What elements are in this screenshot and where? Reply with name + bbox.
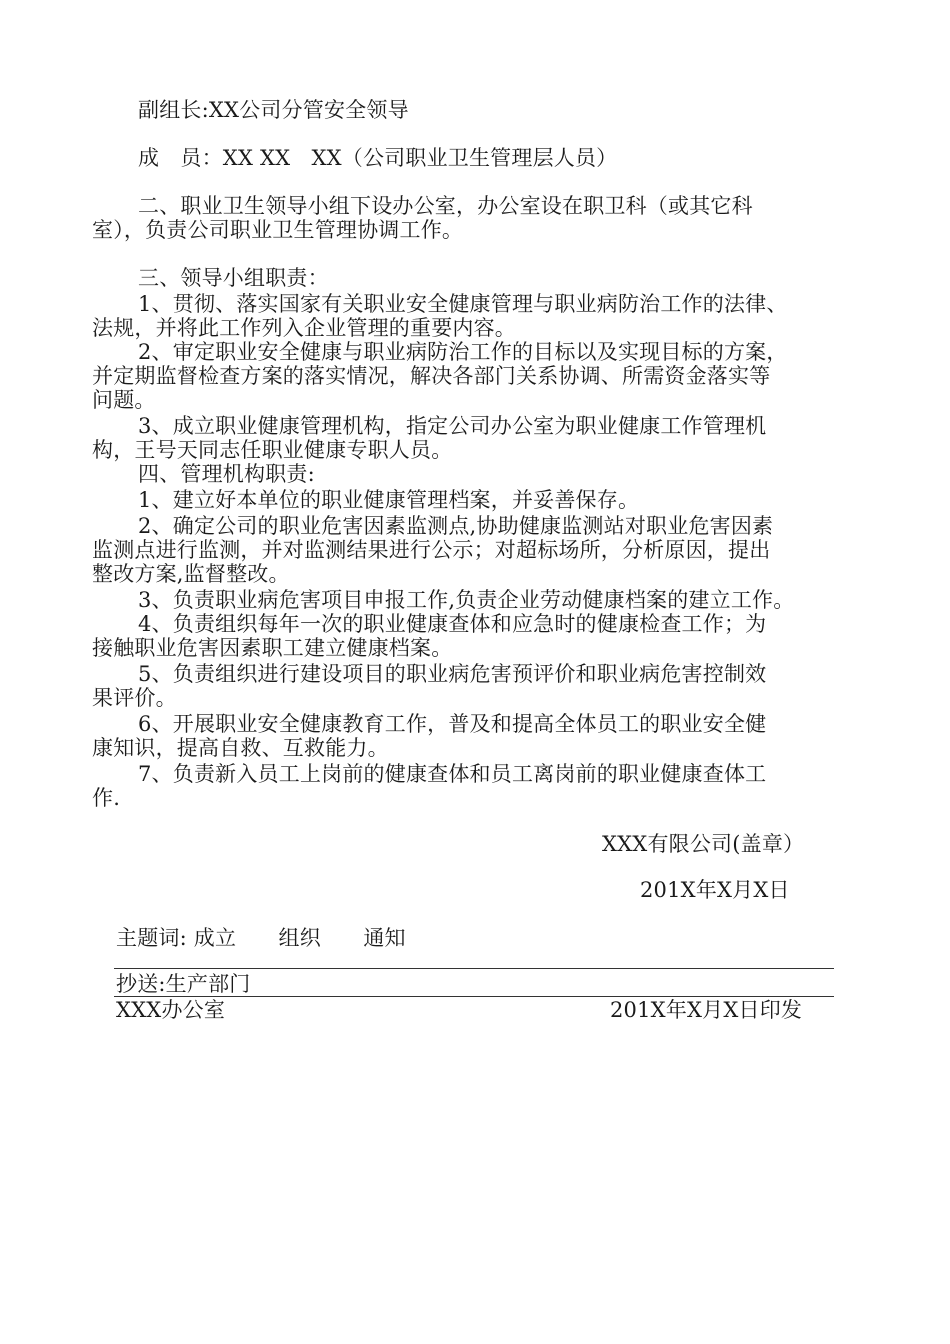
signature-company: XXX有限公司(盖章） [602, 832, 805, 856]
paragraph-line: 室），负责公司职业卫生管理协调工作。 [92, 218, 464, 242]
footer-divider-top [114, 968, 834, 969]
vice-leader-line: 副组长:XX公司分管安全领导 [138, 98, 409, 122]
members-line: 成 员：XX XX XX（公司职业卫生管理层人员） [138, 146, 618, 170]
paragraph-line: 2、确定公司的职业危害因素监测点,协助健康监测站对职业危害因素 [138, 514, 774, 538]
keywords-line: 主题词: 成立 组织 通知 [116, 926, 406, 950]
paragraph-line: 1、建立好本单位的职业健康管理档案，并妥善保存。 [138, 488, 640, 512]
cc-line: 抄送:生产部门 [116, 972, 251, 996]
paragraph-line: 接触职业危害因素职工建立健康档案。 [92, 636, 453, 660]
section-heading: 三、领导小组职责： [138, 266, 329, 290]
paragraph-line: 并定期监督检查方案的落实情况，解决各部门关系协调、所需资金落实等 [92, 364, 771, 388]
paragraph-line: 1、贯彻、落实国家有关职业安全健康管理与职业病防治工作的法律、 [138, 292, 788, 316]
issue-date: 201X年X月X日印发 [610, 998, 803, 1022]
issuer-office: XXX办公室 [116, 998, 226, 1022]
section-heading: 四、管理机构职责: [138, 462, 315, 486]
paragraph-line: 法规，并将此工作列入企业管理的重要内容。 [92, 316, 516, 340]
paragraph-line: 3、成立职业健康管理机构，指定公司办公室为职业健康工作管理机 [138, 414, 767, 438]
paragraph-line: 监测点进行监测，并对监测结果进行公示；对超标场所，分析原因，提出 [92, 538, 771, 562]
paragraph-line: 作. [92, 786, 121, 810]
paragraph-line: 果评价。 [92, 686, 177, 710]
paragraph-line: 3、负责职业病危害项目申报工作,负责企业劳动健康档案的建立工作。 [138, 588, 795, 612]
paragraph-line: 6、开展职业安全健康教育工作，普及和提高全体员工的职业安全健 [138, 712, 767, 736]
signature-date: 201X年X月X日 [640, 878, 790, 902]
paragraph-line: 5、负责组织进行建设项目的职业病危害预评价和职业病危害控制效 [138, 662, 767, 686]
paragraph-line: 问题。 [92, 388, 156, 412]
paragraph-line: 整改方案,监督整改。 [92, 562, 290, 586]
paragraph-line: 7、负责新入员工上岗前的健康查体和员工离岗前的职业健康查体工 [138, 762, 767, 786]
paragraph-line: 4、负责组织每年一次的职业健康查体和应急时的健康检查工作；为 [138, 612, 767, 636]
paragraph-line: 二、职业卫生领导小组下设办公室，办公室设在职卫科（或其它科 [138, 194, 753, 218]
paragraph-line: 2、审定职业安全健康与职业病防治工作的目标以及实现目标的方案， [138, 340, 788, 364]
paragraph-line: 构，王号天同志任职业健康专职人员。 [92, 438, 453, 462]
paragraph-line: 康知识，提高自救、互救能力。 [92, 736, 389, 760]
